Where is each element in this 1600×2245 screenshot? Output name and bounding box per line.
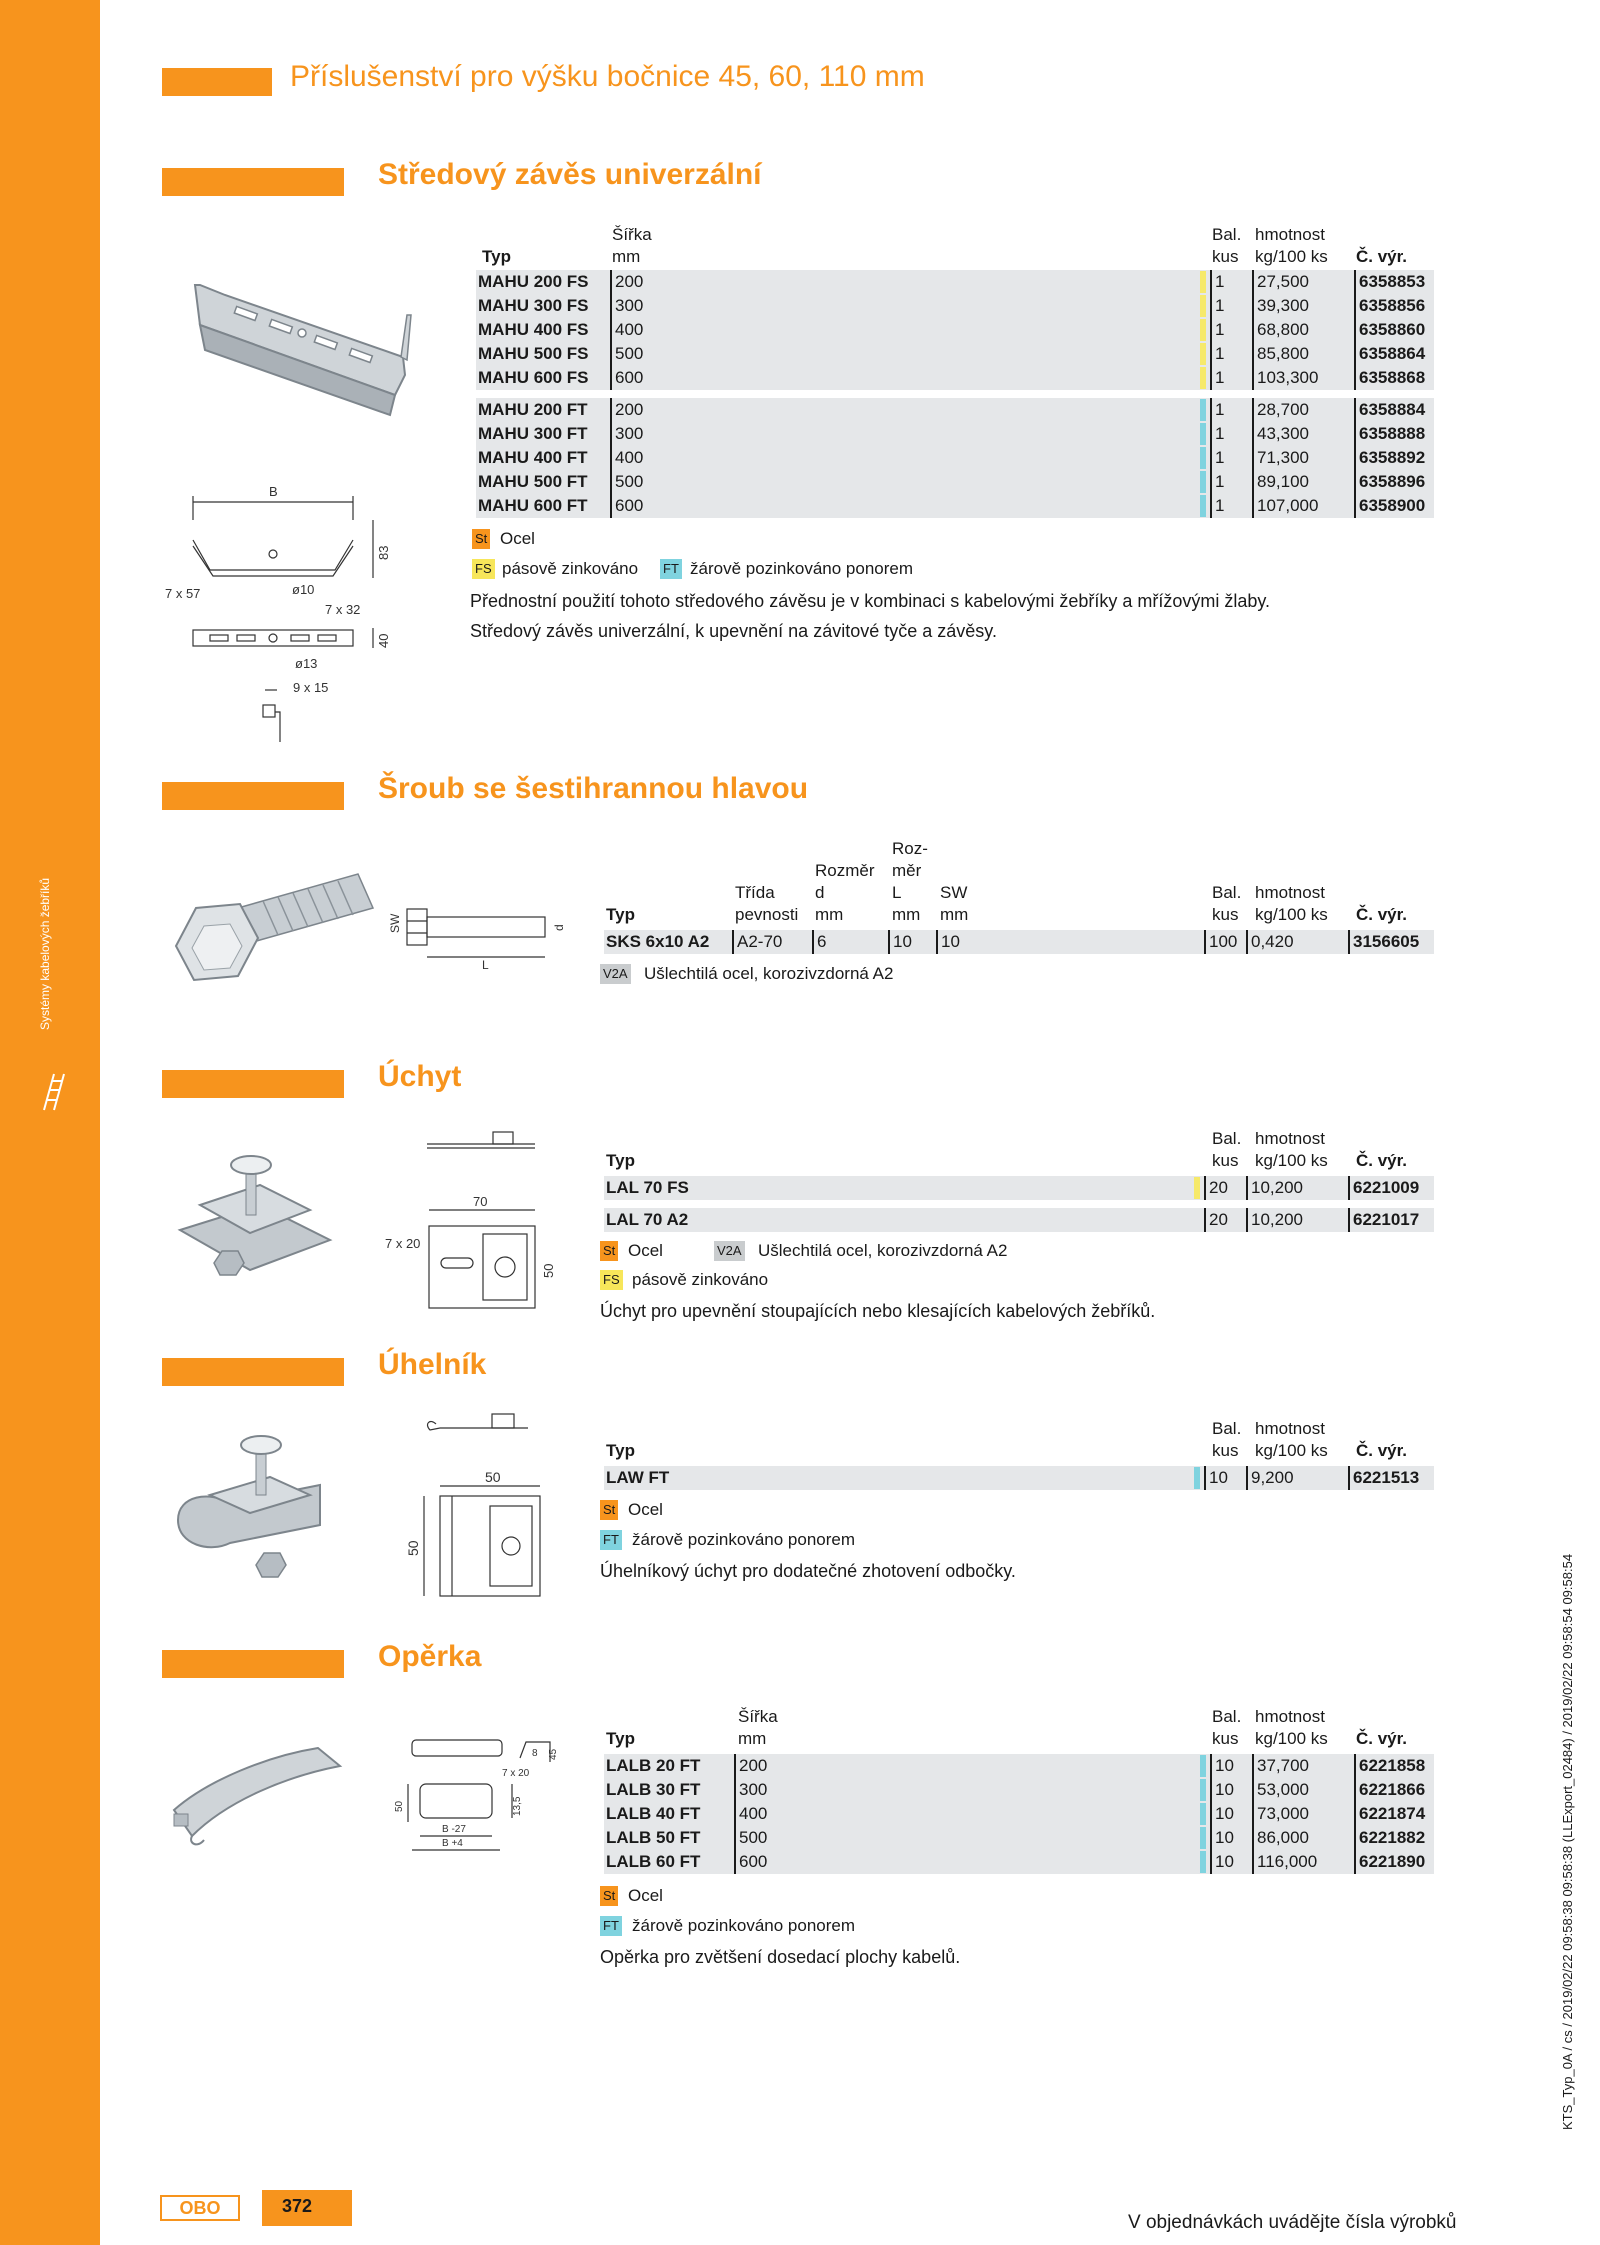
head-bal: Bal. bbox=[1212, 1707, 1242, 1726]
section-title: Úchyt bbox=[378, 1060, 462, 1093]
table-row bbox=[604, 1826, 1434, 1850]
table-row bbox=[604, 1208, 1434, 1232]
section-title: Středový závěs univerzální bbox=[378, 158, 762, 191]
head-mer: měr bbox=[892, 861, 922, 880]
cell-width: 500 bbox=[610, 470, 643, 494]
cell-typ: LAL 70 A2 bbox=[606, 1210, 689, 1229]
head-cvyr: Č. výr. bbox=[1356, 1151, 1408, 1170]
section-title: Úhelník bbox=[378, 1348, 487, 1381]
head-mm: mm bbox=[940, 905, 969, 924]
cell-hm: 39,300 bbox=[1252, 294, 1309, 318]
badge-ft: FT bbox=[660, 559, 682, 579]
technical-drawing-law bbox=[400, 1410, 560, 1610]
cell-art: 3156605 bbox=[1348, 930, 1419, 954]
export-metadata: KTS_Typ_0A / cs / 2019/02/22 09:58:38 09:58:38 (LLExport_02484) / 2019/02/22 09:58:54 09:58:54 bbox=[1560, 1553, 1575, 2130]
cell-hm: 28,700 bbox=[1252, 398, 1309, 422]
badge-st: St bbox=[600, 1241, 618, 1261]
cell-typ: LALB 50 FT bbox=[606, 1828, 701, 1847]
product-photo-lal bbox=[170, 1145, 340, 1290]
dim-83: 83 bbox=[376, 545, 391, 560]
dim-b: B bbox=[269, 484, 278, 499]
cell-bal: 10 bbox=[1204, 1466, 1228, 1490]
section-bar bbox=[162, 168, 344, 196]
table-row bbox=[476, 270, 1434, 294]
cell-bal: 1 bbox=[1210, 366, 1224, 390]
obo-logo bbox=[160, 2195, 240, 2221]
cell-trida: A2-70 bbox=[732, 930, 782, 954]
fs-marker bbox=[1200, 271, 1206, 293]
cell-width: 200 bbox=[610, 270, 643, 294]
dim-13-5: 13,5 bbox=[512, 1796, 523, 1816]
cell-bal: 1 bbox=[1210, 294, 1224, 318]
cell-art: 6358896 bbox=[1354, 470, 1425, 494]
cell-art: 6358860 bbox=[1354, 318, 1425, 342]
dim-d13: ø13 bbox=[295, 656, 318, 671]
cell-width: 600 bbox=[734, 1850, 767, 1874]
head-kg: kg/100 ks bbox=[1255, 1151, 1328, 1170]
cell-art: 6358888 bbox=[1354, 422, 1425, 446]
cell-width: 500 bbox=[610, 342, 643, 366]
head-mm: mm bbox=[815, 905, 844, 924]
description: Opěrka pro zvětšení dosedací plochy kabelů. bbox=[600, 1947, 961, 1967]
ft-marker bbox=[1194, 1467, 1200, 1489]
ft-marker bbox=[1200, 1803, 1206, 1825]
technical-drawing-lalb bbox=[380, 1732, 560, 1872]
dim-50w: 50 bbox=[485, 1469, 501, 1485]
cell-hm: 27,500 bbox=[1252, 270, 1309, 294]
cell-sw: 10 bbox=[936, 930, 960, 954]
head-cvyr: Č. výr. bbox=[1356, 1441, 1408, 1460]
badge-v2a: V2A bbox=[714, 1241, 745, 1261]
cell-art: 6221009 bbox=[1348, 1176, 1419, 1200]
section-title: Opěrka bbox=[378, 1640, 482, 1673]
cell-typ: MAHU 200 FS bbox=[478, 272, 589, 291]
ft-marker bbox=[1200, 1851, 1206, 1873]
cell-art: 6358900 bbox=[1354, 494, 1425, 518]
head-kus: kus bbox=[1212, 1151, 1239, 1170]
cell-art: 6358884 bbox=[1354, 398, 1425, 422]
product-photo-lalb bbox=[168, 1740, 348, 1850]
dim-50: 50 bbox=[394, 1800, 405, 1812]
table-row bbox=[476, 422, 1434, 446]
ft-marker bbox=[1200, 423, 1206, 445]
table-row bbox=[476, 366, 1434, 390]
cell-bal: 1 bbox=[1210, 398, 1224, 422]
cell-hm: 89,100 bbox=[1252, 470, 1309, 494]
dim-7x20: 7 x 20 bbox=[502, 1768, 530, 1779]
dim-9x15: 9 x 15 bbox=[293, 680, 329, 695]
table-row bbox=[476, 398, 1434, 422]
head-hmotnost: hmotnost bbox=[1255, 1419, 1325, 1438]
dim-45: 45 bbox=[548, 1748, 559, 1760]
head-kus: kus bbox=[1212, 247, 1239, 266]
description: Středový závěs univerzální, k upevnění na závitové tyče a závěsy. bbox=[470, 621, 997, 641]
cell-bal: 1 bbox=[1210, 422, 1224, 446]
dim-50h: 50 bbox=[405, 1540, 421, 1556]
dim-b-27: B -27 bbox=[442, 1824, 466, 1835]
cell-art: 6358892 bbox=[1354, 446, 1425, 470]
cell-typ: LALB 40 FT bbox=[606, 1804, 701, 1823]
dim-l: L bbox=[482, 958, 489, 970]
head-cvyr: Č. výr. bbox=[1356, 247, 1408, 266]
cell-typ: MAHU 500 FT bbox=[478, 472, 588, 491]
cell-hm: 68,800 bbox=[1252, 318, 1309, 342]
description: Úhelníkový úchyt pro dodatečné zhotovení odbočky. bbox=[600, 1561, 1016, 1581]
dim-8: 8 bbox=[532, 1748, 538, 1759]
table-row bbox=[476, 446, 1434, 470]
head-kg: kg/100 ks bbox=[1255, 905, 1328, 924]
cell-typ: LAW FT bbox=[606, 1468, 670, 1487]
head-kg: kg/100 ks bbox=[1255, 1441, 1328, 1460]
cell-typ: MAHU 500 FS bbox=[478, 344, 589, 363]
fs-marker bbox=[1194, 1177, 1200, 1199]
technical-drawing-mahu bbox=[165, 480, 425, 760]
cell-bal: 1 bbox=[1210, 446, 1224, 470]
head-kus: kus bbox=[1212, 1441, 1239, 1460]
cell-hm: 103,300 bbox=[1252, 366, 1318, 390]
technical-drawing-lal bbox=[385, 1130, 565, 1310]
cell-bal: 10 bbox=[1210, 1754, 1234, 1778]
fs-marker bbox=[1200, 343, 1206, 365]
label-ft: žárově pozinkováno ponorem bbox=[690, 559, 914, 578]
cell-bal: 10 bbox=[1210, 1802, 1234, 1826]
sidebar-band bbox=[0, 0, 100, 2245]
head-kg: kg/100 ks bbox=[1255, 1729, 1328, 1748]
dim-7x57: 7 x 57 bbox=[165, 586, 201, 601]
cell-bal: 1 bbox=[1210, 470, 1224, 494]
ft-marker bbox=[1200, 399, 1206, 421]
cell-width: 300 bbox=[610, 422, 643, 446]
badge-st: St bbox=[600, 1500, 618, 1520]
table-row bbox=[476, 470, 1434, 494]
cell-typ: SKS 6x10 A2 bbox=[606, 932, 710, 951]
head-sirka: Šířka bbox=[612, 225, 652, 244]
cell-bal: 20 bbox=[1204, 1176, 1228, 1200]
head-bal: Bal. bbox=[1212, 883, 1242, 902]
cell-d: 6 bbox=[812, 930, 826, 954]
cell-width: 600 bbox=[610, 494, 643, 518]
head-pevnosti: pevnosti bbox=[735, 905, 799, 924]
ft-marker bbox=[1200, 447, 1206, 469]
head-kus: kus bbox=[1212, 905, 1239, 924]
badge-fs: FS bbox=[600, 1270, 623, 1290]
cell-bal: 20 bbox=[1204, 1208, 1228, 1232]
cell-typ: LALB 60 FT bbox=[606, 1852, 701, 1871]
label-ft: žárově pozinkováno ponorem bbox=[632, 1916, 856, 1935]
cell-art: 6358868 bbox=[1354, 366, 1425, 390]
cell-hm: 85,800 bbox=[1252, 342, 1309, 366]
head-d: d bbox=[815, 883, 825, 902]
cell-hm: 86,000 bbox=[1252, 1826, 1309, 1850]
badge-v2a: V2A bbox=[600, 964, 631, 984]
cell-hm: 10,200 bbox=[1246, 1176, 1303, 1200]
cell-hm: 73,000 bbox=[1252, 1802, 1309, 1826]
badge-fs: FS bbox=[472, 559, 495, 579]
head-kg: kg/100 ks bbox=[1255, 247, 1328, 266]
cell-bal: 10 bbox=[1210, 1826, 1234, 1850]
label-fs: pásově zinkováno bbox=[502, 559, 639, 578]
cell-width: 200 bbox=[610, 398, 643, 422]
cell-art: 6221858 bbox=[1354, 1754, 1425, 1778]
head-trida: Třída bbox=[735, 883, 775, 902]
ladder-icon bbox=[40, 1070, 68, 1114]
cell-typ: MAHU 200 FT bbox=[478, 400, 588, 419]
cell-bal: 100 bbox=[1204, 930, 1237, 954]
head-bal: Bal. bbox=[1212, 1129, 1242, 1148]
cell-hm: 71,300 bbox=[1252, 446, 1309, 470]
ft-marker bbox=[1200, 471, 1206, 493]
cell-bal: 1 bbox=[1210, 270, 1224, 294]
head-kus: kus bbox=[1212, 1729, 1239, 1748]
head-typ: Typ bbox=[482, 247, 511, 266]
head-typ: Typ bbox=[606, 1151, 635, 1170]
product-photo-screw bbox=[168, 868, 378, 998]
section-bar bbox=[162, 782, 344, 810]
cell-hm: 0,420 bbox=[1246, 930, 1294, 954]
label-st: Ocel bbox=[500, 529, 535, 548]
label-st: Ocel bbox=[628, 1886, 663, 1905]
section-title: Šroub se šestihrannou hlavou bbox=[378, 772, 809, 805]
cell-width: 300 bbox=[734, 1778, 767, 1802]
dim-50: 50 bbox=[541, 1263, 556, 1278]
ft-marker bbox=[1200, 1827, 1206, 1849]
cell-width: 200 bbox=[734, 1754, 767, 1778]
section-bar bbox=[162, 1358, 344, 1386]
table-row bbox=[604, 1778, 1434, 1802]
footer-note: V objednávkách uvádějte čísla výrobků bbox=[1128, 2212, 1457, 2233]
label-st: Ocel bbox=[628, 1241, 663, 1260]
product-photo-law bbox=[170, 1425, 340, 1585]
description: Přednostní použití tohoto středového závěsu je v kombinaci s kabelovými žebříky a mřížovými žlaby. bbox=[470, 591, 1271, 611]
cell-hm: 116,000 bbox=[1252, 1850, 1317, 1874]
obo-logo-text: OBO bbox=[179, 2198, 221, 2218]
ft-marker bbox=[1200, 495, 1206, 517]
head-sw: SW bbox=[940, 883, 968, 902]
cell-typ: LAL 70 FS bbox=[606, 1178, 689, 1197]
cell-hm: 53,000 bbox=[1252, 1778, 1309, 1802]
head-hmotnost: hmotnost bbox=[1255, 1129, 1325, 1148]
cell-bal: 1 bbox=[1210, 342, 1224, 366]
fs-marker bbox=[1200, 367, 1206, 389]
fs-marker bbox=[1200, 319, 1206, 341]
cell-hm: 9,200 bbox=[1246, 1466, 1294, 1490]
head-mm: mm bbox=[738, 1729, 767, 1748]
head-mm: mm bbox=[892, 905, 921, 924]
cell-bal: 10 bbox=[1210, 1850, 1234, 1874]
cell-art: 6221017 bbox=[1348, 1208, 1419, 1232]
head-typ: Typ bbox=[606, 1441, 635, 1460]
table-row bbox=[604, 930, 1434, 954]
label-v2a: Ušlechtilá ocel, korozivzdorná A2 bbox=[644, 964, 894, 983]
cell-hm: 37,700 bbox=[1252, 1754, 1309, 1778]
table-row bbox=[604, 1850, 1434, 1874]
ft-marker bbox=[1200, 1755, 1206, 1777]
section-bar bbox=[162, 1070, 344, 1098]
dim-d: d bbox=[552, 924, 566, 931]
technical-drawing-screw bbox=[385, 895, 575, 970]
head-hmotnost: hmotnost bbox=[1255, 225, 1325, 244]
head-typ: Typ bbox=[606, 905, 635, 924]
cell-art: 6221866 bbox=[1354, 1778, 1425, 1802]
cell-l: 10 bbox=[888, 930, 912, 954]
head-cvyr: Č. výr. bbox=[1356, 905, 1408, 924]
cell-width: 500 bbox=[734, 1826, 767, 1850]
cell-art: 6221890 bbox=[1354, 1850, 1425, 1874]
table-row bbox=[604, 1802, 1434, 1826]
table-row bbox=[476, 318, 1434, 342]
dim-40: 40 bbox=[376, 633, 391, 648]
ft-marker bbox=[1200, 1779, 1206, 1801]
cell-typ: MAHU 600 FT bbox=[478, 496, 588, 515]
dim-sw: SW bbox=[388, 913, 402, 933]
head-hmotnost: hmotnost bbox=[1255, 1707, 1325, 1726]
label-st: Ocel bbox=[628, 1500, 663, 1519]
head-typ: Typ bbox=[606, 1729, 635, 1748]
cell-bal: 10 bbox=[1210, 1778, 1234, 1802]
cell-width: 400 bbox=[734, 1802, 767, 1826]
table-row bbox=[476, 342, 1434, 366]
cell-width: 400 bbox=[610, 446, 643, 470]
cell-typ: LALB 30 FT bbox=[606, 1780, 701, 1799]
cell-bal: 1 bbox=[1210, 494, 1224, 518]
table-row bbox=[476, 294, 1434, 318]
badge-ft: FT bbox=[600, 1530, 622, 1550]
head-sirka: Šířka bbox=[738, 1707, 778, 1726]
sidebar-label: Systémy kabelových žebříků bbox=[38, 877, 52, 1030]
head-mm: mm bbox=[612, 247, 641, 266]
label-v2a: Ušlechtilá ocel, korozivzdorná A2 bbox=[758, 1241, 1008, 1260]
head-bal: Bal. bbox=[1212, 1419, 1242, 1438]
cell-width: 400 bbox=[610, 318, 643, 342]
cell-art: 6221882 bbox=[1354, 1826, 1425, 1850]
cell-typ: MAHU 600 FS bbox=[478, 368, 589, 387]
badge-st: St bbox=[472, 529, 490, 549]
cell-art: 6221874 bbox=[1354, 1802, 1425, 1826]
cell-art: 6221513 bbox=[1348, 1466, 1419, 1490]
dim-d10: ø10 bbox=[292, 582, 315, 597]
cell-typ: MAHU 400 FT bbox=[478, 448, 588, 467]
cell-width: 600 bbox=[610, 366, 643, 390]
head-rozmer: Rozměr bbox=[815, 861, 875, 880]
head-bal: Bal. bbox=[1212, 225, 1242, 244]
cell-art: 6358864 bbox=[1354, 342, 1425, 366]
cell-hm: 107,000 bbox=[1252, 494, 1318, 518]
table-row bbox=[604, 1754, 1434, 1778]
cell-art: 6358856 bbox=[1354, 294, 1425, 318]
head-hmotnost: hmotnost bbox=[1255, 883, 1325, 902]
cell-typ: LALB 20 FT bbox=[606, 1756, 701, 1775]
cell-hm: 10,200 bbox=[1246, 1208, 1303, 1232]
cell-hm: 43,300 bbox=[1252, 422, 1309, 446]
section-bar bbox=[162, 1650, 344, 1678]
table-row bbox=[604, 1176, 1434, 1200]
cell-art: 6358853 bbox=[1354, 270, 1425, 294]
label-fs: pásově zinkováno bbox=[632, 1270, 769, 1289]
product-photo-mahu bbox=[165, 265, 425, 435]
cell-bal: 1 bbox=[1210, 318, 1224, 342]
table-row bbox=[604, 1466, 1434, 1490]
table-row bbox=[476, 494, 1434, 518]
header-tab bbox=[162, 68, 272, 96]
head-cvyr: Č. výr. bbox=[1356, 1729, 1408, 1748]
description: Úchyt pro upevnění stoupajících nebo klesajících kabelových žebříků. bbox=[600, 1301, 1156, 1321]
cell-typ: MAHU 300 FT bbox=[478, 424, 588, 443]
head-roz: Roz- bbox=[892, 839, 928, 858]
badge-ft: FT bbox=[600, 1916, 622, 1936]
dim-7x32: 7 x 32 bbox=[325, 602, 361, 617]
badge-st: St bbox=[600, 1886, 618, 1906]
dim-70: 70 bbox=[473, 1194, 488, 1209]
page-title: Příslušenství pro výšku bočnice 45, 60, 110 mm bbox=[290, 60, 925, 93]
label-ft: žárově pozinkováno ponorem bbox=[632, 1530, 856, 1549]
cell-typ: MAHU 300 FS bbox=[478, 296, 589, 315]
dim-b4: B +4 bbox=[442, 1838, 463, 1849]
dim-7x20: 7 x 20 bbox=[385, 1236, 421, 1251]
cell-width: 300 bbox=[610, 294, 643, 318]
cell-typ: MAHU 400 FS bbox=[478, 320, 589, 339]
page-number: 372 bbox=[282, 2196, 313, 2216]
fs-marker bbox=[1200, 295, 1206, 317]
head-l: L bbox=[892, 883, 902, 902]
